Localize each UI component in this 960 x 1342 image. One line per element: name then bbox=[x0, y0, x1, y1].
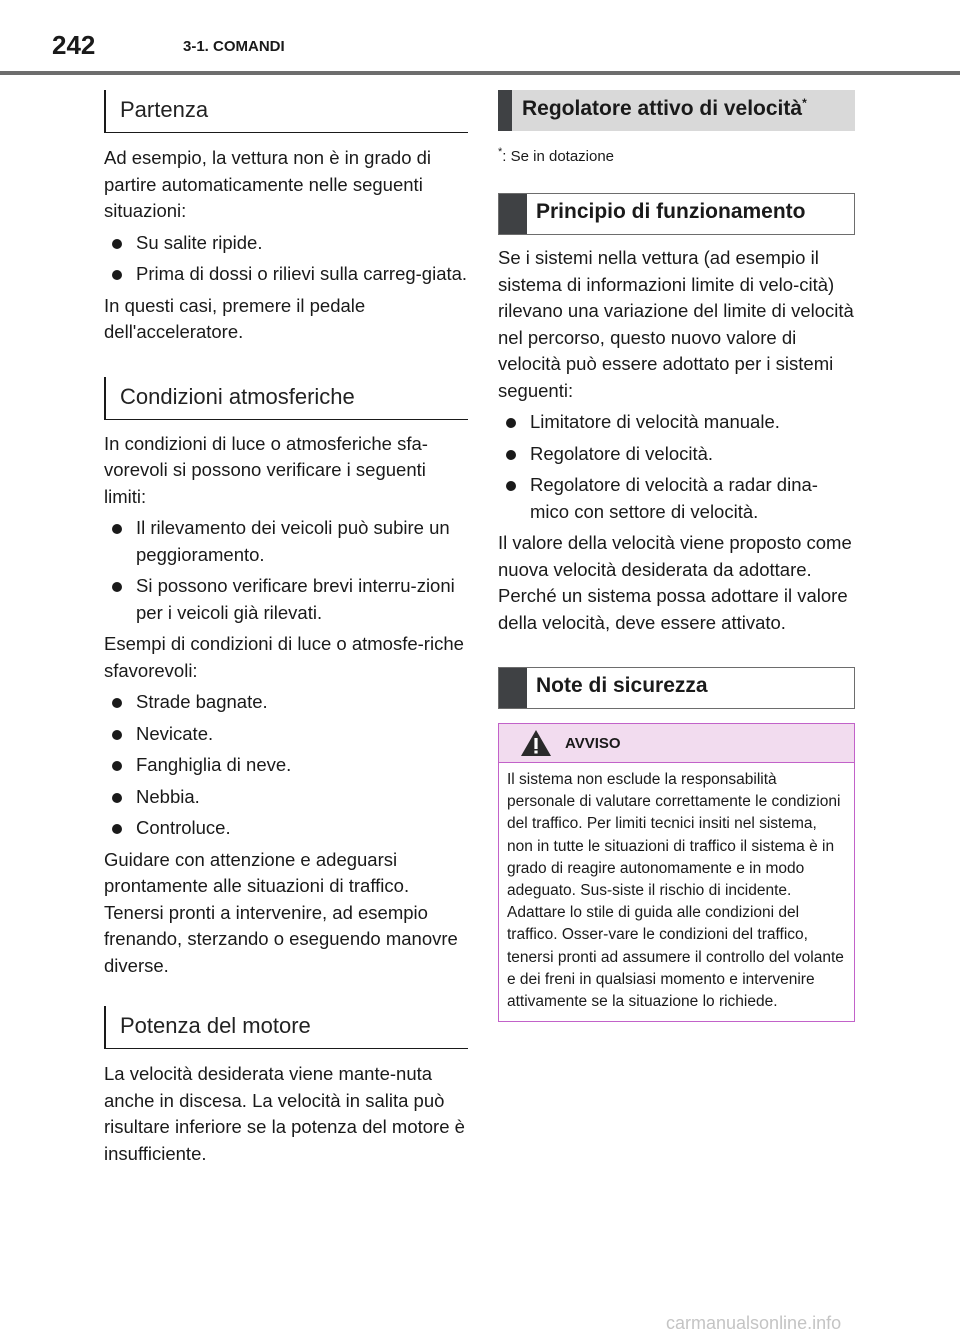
list-item: Limitatore di velocità manuale. bbox=[498, 409, 855, 436]
page-number: 242 bbox=[52, 30, 96, 60]
condizioni-examples-intro: Esempi di condizioni di luce o atmosfe-riche sfavorevoli: bbox=[104, 633, 464, 681]
list-item: Regolatore di velocità a radar dina-mico con settore di velocità. bbox=[498, 472, 855, 525]
regolatore-title-text: Regolatore attivo di velocità bbox=[522, 97, 803, 120]
principio-bullets bbox=[498, 409, 855, 525]
list-item: Strade bagnate. bbox=[104, 689, 468, 716]
potenza-heading bbox=[104, 1006, 468, 1049]
condizioni-bullets bbox=[104, 515, 468, 626]
partenza-bullets bbox=[104, 230, 468, 288]
list-item: Nevicate. bbox=[104, 721, 468, 748]
section-label: 3-1. COMANDI bbox=[183, 38, 285, 55]
list-item: Regolatore di velocità. bbox=[498, 441, 855, 468]
principio-title: Principio di funzionamento bbox=[536, 200, 806, 223]
footnote-mark: * bbox=[498, 146, 503, 158]
warning-text: Il sistema non esclude la responsabilità personale di valutare correttamente le condizioni del traffico. Per limiti tecnici insiti nel sistema, non in tutte le situazioni di traffico il sistema è in grado di reagire autonomamente e in modo adeguato. Sus-siste il rischio di incidente. Adattare lo stile di guida alle condizioni del traffico. Osser-vare le condizioni del traffico, tenersi pronti ad assumere il controllo del volante e dei freni in qualsiasi momento e intervenire attivamente se la situazione lo richiede. bbox=[507, 771, 844, 1011]
principio-heading bbox=[498, 193, 855, 235]
regolatore-title bbox=[522, 96, 807, 121]
page-header bbox=[0, 0, 960, 76]
principio-intro: Se i sistemi nella vettura (ad esempio il sistema di informazioni limite di velo-cità) rilevano una variazione del limite di velocità nel percorso, questo nuovo valore di velocità può essere adottato per i sistemi seguenti: bbox=[498, 247, 854, 401]
warning-header bbox=[499, 724, 854, 763]
regolatore-title-mark: * bbox=[802, 96, 807, 110]
sicurezza-title: Note di sicurezza bbox=[536, 674, 708, 697]
list-item: Fanghiglia di neve. bbox=[104, 752, 468, 779]
footnote-text: : Se in dotazione bbox=[502, 148, 615, 165]
condizioni-heading bbox=[104, 377, 468, 420]
condizioni-intro: In condizioni di luce o atmosferiche sfa-vorevoli si possono verificare i seguenti limiti: bbox=[104, 432, 428, 507]
list-item: Prima di dossi o rilievi sulla carreg-giata. bbox=[104, 261, 468, 288]
condizioni-title: Condizioni atmosferiche bbox=[120, 383, 355, 409]
right-column bbox=[498, 90, 855, 1022]
list-item: Nebbia. bbox=[104, 784, 468, 811]
condizioni-outro: Guidare con attenzione e adeguarsi prontamente alle situazioni di traffico. Tenersi pronti a intervenire, ad esempio frenando, sterzando o eseguendo manovre diverse. bbox=[104, 848, 458, 976]
list-item: Controluce. bbox=[104, 815, 468, 842]
warning-box bbox=[498, 723, 855, 1022]
list-item: Su salite ripide. bbox=[104, 230, 468, 257]
header-rule bbox=[0, 71, 960, 75]
list-item: Il rilevamento dei veicoli può subire un peggioramento. bbox=[104, 515, 468, 568]
warning-triangle-icon bbox=[519, 728, 553, 758]
principio-outro: Il valore della velocità viene proposto come nuova velocità desiderata da adottare. Perché un sistema possa adottare il valore della velocità, deve essere attivato. bbox=[498, 532, 852, 633]
potenza-title: Potenza del motore bbox=[120, 1013, 311, 1038]
footnote bbox=[498, 142, 855, 167]
left-column bbox=[104, 90, 468, 1167]
partenza-heading bbox=[104, 90, 468, 133]
condizioni-examples bbox=[104, 689, 468, 842]
partenza-intro: Ad esempio, la vettura non è in grado di partire automaticamente nelle seguenti situazioni: bbox=[104, 147, 432, 221]
potenza-text: La velocità desiderata viene mante-nuta anche in discesa. La velocità in salita può risultare inferiore se la potenza del motore è insufficiente. bbox=[104, 1063, 465, 1164]
sicurezza-heading bbox=[498, 667, 855, 709]
list-item: Si possono verificare brevi interru-zioni per i veicoli già rilevati. bbox=[104, 573, 468, 626]
regolatore-heading bbox=[498, 90, 855, 131]
partenza-outro: In questi casi, premere il pedale dell'acceleratore. bbox=[104, 294, 366, 342]
warning-label: AVVISO bbox=[565, 735, 621, 752]
partenza-title: Partenza bbox=[120, 97, 209, 122]
watermark: carmanualsonline.info bbox=[666, 1313, 842, 1333]
